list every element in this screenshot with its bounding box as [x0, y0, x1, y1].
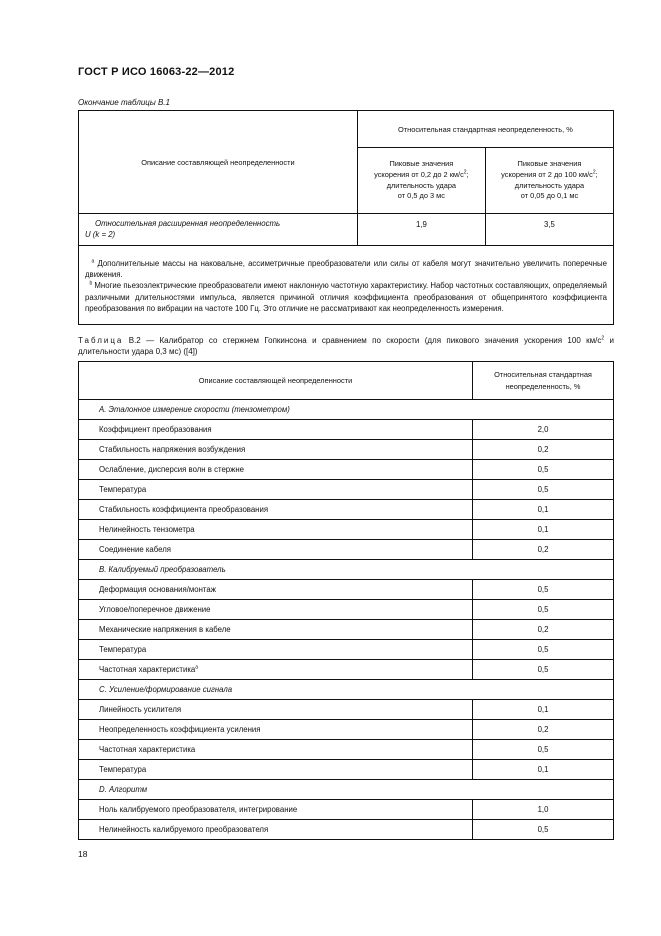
- table1-caption: Окончание таблицы В.1: [78, 98, 170, 107]
- section-heading: D. Алгоритм: [79, 780, 614, 800]
- table-row: [79, 660, 614, 680]
- row-value: 0,2: [473, 540, 614, 560]
- table-row: [79, 520, 614, 540]
- row-value: 0,2: [473, 620, 614, 640]
- row-value: 0,5: [473, 580, 614, 600]
- table1-notes: [79, 246, 614, 325]
- row-value: 0,5: [473, 480, 614, 500]
- row-description: Угловое/поперечное движение: [79, 600, 473, 620]
- table-row: [79, 420, 614, 440]
- table2-section-row: [79, 560, 614, 580]
- row-value: 0,5: [473, 640, 614, 660]
- row-value: 0,1: [473, 700, 614, 720]
- section-heading: С. Усиление/формирование сигнала: [79, 680, 614, 700]
- row-description: Ноль калибруемого преобразователя, интегрирование: [79, 800, 473, 820]
- table2-section-row: [79, 400, 614, 420]
- table-row: [79, 500, 614, 520]
- table-b1-end: [78, 110, 614, 325]
- table-row: [79, 820, 614, 840]
- table-row: [79, 540, 614, 560]
- row-description: Температура: [79, 480, 473, 500]
- row-description: Соединение кабеля: [79, 540, 473, 560]
- table1-col-uncertainty: Относительная стандартная неопределенность, %: [357, 111, 613, 148]
- table1-row-description: Относительная расширенная неопределенность U (k = 2): [79, 214, 358, 246]
- row-description: Нелинейность тензометра: [79, 520, 473, 540]
- row-value: 1,0: [473, 800, 614, 820]
- table-row: [79, 760, 614, 780]
- row-description: Ослабление, дисперсия волн в стержне: [79, 460, 473, 480]
- row-description: Температура: [79, 760, 473, 780]
- table1-row-expanded-uncertainty: [79, 214, 614, 246]
- table2-section-row: [79, 780, 614, 800]
- note-b: $^b$ Многие пьезоэлектрические преобразователи имеют наклонную частотную характеристику. Набор частотных составляющих, определяемый различными длительностями импульса, является причиной отличия коэффициента преобразования от общепринятого коэффициента преобразования по вибрации на частоте 100 Гц. Это отличие не рассматривают как неопределенность измерения.: [85, 280, 607, 313]
- row-description: Механические напряжения в кабеле: [79, 620, 473, 640]
- table-row: [79, 440, 614, 460]
- table-b2: [78, 361, 614, 840]
- table1-subcol-1: Пиковые значения ускорения от 0,2 до 2 $км/с^2$; длительность удара от 0,5 до 3 мс: [357, 148, 485, 214]
- table2-col-uncertainty: Относительная стандартная неопределенность, %: [473, 362, 614, 400]
- row-description: Коэффициент преобразования: [79, 420, 473, 440]
- row-description: Нелинейность калибруемого преобразователя: [79, 820, 473, 840]
- section-heading: В. Калибруемый преобразователь: [79, 560, 614, 580]
- row-value: 0,2: [473, 440, 614, 460]
- row-description: Деформация основания/монтаж: [79, 580, 473, 600]
- row-value: 0,2: [473, 720, 614, 740]
- table1-subcol-2: Пиковые значения ускорения от 2 до 100 $км/с^2$; длительность удара от 0,05 до 0,1 мс: [485, 148, 613, 214]
- row-value: 0,5: [473, 460, 614, 480]
- row-description: Стабильность коэффициента преобразования: [79, 500, 473, 520]
- table-row: [79, 640, 614, 660]
- row-value: 0,5: [473, 740, 614, 760]
- table-row: [79, 620, 614, 640]
- row-value: 0,5: [473, 660, 614, 680]
- table2-col-description: Описание составляющей неопределенности: [79, 362, 473, 400]
- table2-section-row: [79, 680, 614, 700]
- row-description: Линейность усилителя: [79, 700, 473, 720]
- table-row: [79, 800, 614, 820]
- table1-value-1: 1,9: [357, 214, 485, 246]
- table-row: [79, 580, 614, 600]
- row-description: Стабильность напряжения возбуждения: [79, 440, 473, 460]
- section-heading: А. Эталонное измерение скорости (тензометром): [79, 400, 614, 420]
- row-value: 2,0: [473, 420, 614, 440]
- row-description: Частотная характеристика: [79, 740, 473, 760]
- table-row: [79, 740, 614, 760]
- footnote-marker: а: [195, 664, 199, 671]
- row-value: 0,5: [473, 820, 614, 840]
- table-row: [79, 700, 614, 720]
- table1-value-2: 3,5: [485, 214, 613, 246]
- table-row: [79, 600, 614, 620]
- table-row: [79, 480, 614, 500]
- row-value: 0,5: [473, 600, 614, 620]
- page-number: 18: [78, 849, 88, 859]
- table1-col-description: Описание составляющей неопределенности: [79, 111, 358, 214]
- note-a: $^а$ Дополнительные массы на наковальне, ассиметричные преобразователи или силы от кабеля могут значительно увеличить поперечные движения.: [85, 258, 607, 280]
- table-row: [79, 720, 614, 740]
- row-value: 0,1: [473, 500, 614, 520]
- row-description: Температура: [79, 640, 473, 660]
- document-header: ГОСТ Р ИСО 16063-22—2012: [78, 66, 235, 78]
- row-description: Частотная характеристика$^а$: [79, 660, 473, 680]
- row-value: 0,1: [473, 520, 614, 540]
- row-value: 0,1: [473, 760, 614, 780]
- row-description: Неопределенность коэффициента усиления: [79, 720, 473, 740]
- table2-caption: Таблица В.2 — Калибратор со стержнем Гопкинсона и сравнением по скорости (для пикового значения ускорения 100 $км/с^2$ и длительности удара 0,3 мс) ([4]): [78, 335, 614, 357]
- table-row: [79, 460, 614, 480]
